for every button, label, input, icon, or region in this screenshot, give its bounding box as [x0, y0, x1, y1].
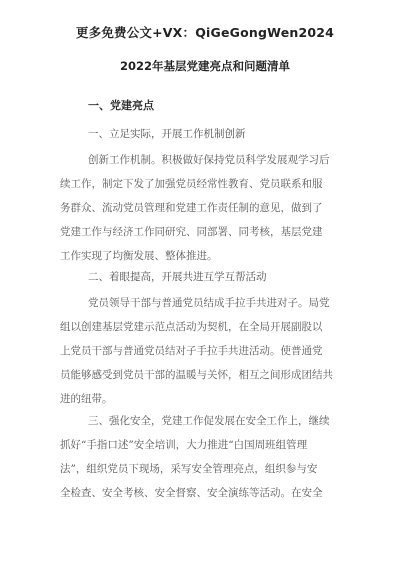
paragraph: [60, 409, 360, 505]
paragraph-line: 续工作，制定下发了加强党员经常性教育、党员联系和服: [60, 178, 323, 190]
paragraph-line: 进的纽带。: [60, 393, 113, 405]
paragraph-line: 法”，组织党员下现场，采写安全管理亮点，组织参与安: [60, 463, 318, 475]
paragraph-line: 抓好“手指口述”安全培训，大力推进“白国周班组管理: [60, 439, 308, 451]
paragraph-line: 创新工作机制。积极做好保持党员科学发展观学习后: [88, 154, 330, 166]
watermark-banner: 更多免费公文+VX：QiGeGongWen2024: [75, 25, 335, 40]
paragraph-line: 员能够感受到党员干部的温暖与关怀，相互之间形成团结共: [60, 369, 333, 381]
subsection-heading: 一、立足实际，开展工作机制创新: [88, 128, 246, 140]
paragraph-line: 三、强化安全，党建工作促发展在安全工作上，继续: [88, 415, 330, 427]
section-heading: 一、党建亮点: [88, 99, 154, 112]
subsection-heading: 二、着眼提高，开展共进互学互帮活动: [88, 271, 267, 283]
paragraph: [60, 148, 360, 268]
paragraph-line: 党员领导干部与普通党员结成手拉手共进对子。局党: [88, 297, 330, 309]
paragraph-line: 党建工作与经济工作同研究、同部署、同考核，基层党建: [60, 226, 323, 238]
document-title: 2022年基层党建亮点和问题清单: [119, 59, 290, 73]
paragraph-line: 组以创建基层党建示范点活动为契机，在全局开展副股以: [60, 321, 323, 333]
paragraph-line: 工作实现了均衡发展、整体推进。: [60, 250, 218, 262]
paragraph-line: 上党员干部与普通党员结对子手拉手共进活动。使普通党: [60, 345, 323, 357]
paragraph: [60, 291, 360, 411]
paragraph-line: 务群众、流动党员管理和党建工作责任制的意见，做到了: [60, 202, 323, 214]
paragraph-line: 全检查、安全考核、安全督察、安全演练等活动。在安全: [60, 487, 323, 499]
